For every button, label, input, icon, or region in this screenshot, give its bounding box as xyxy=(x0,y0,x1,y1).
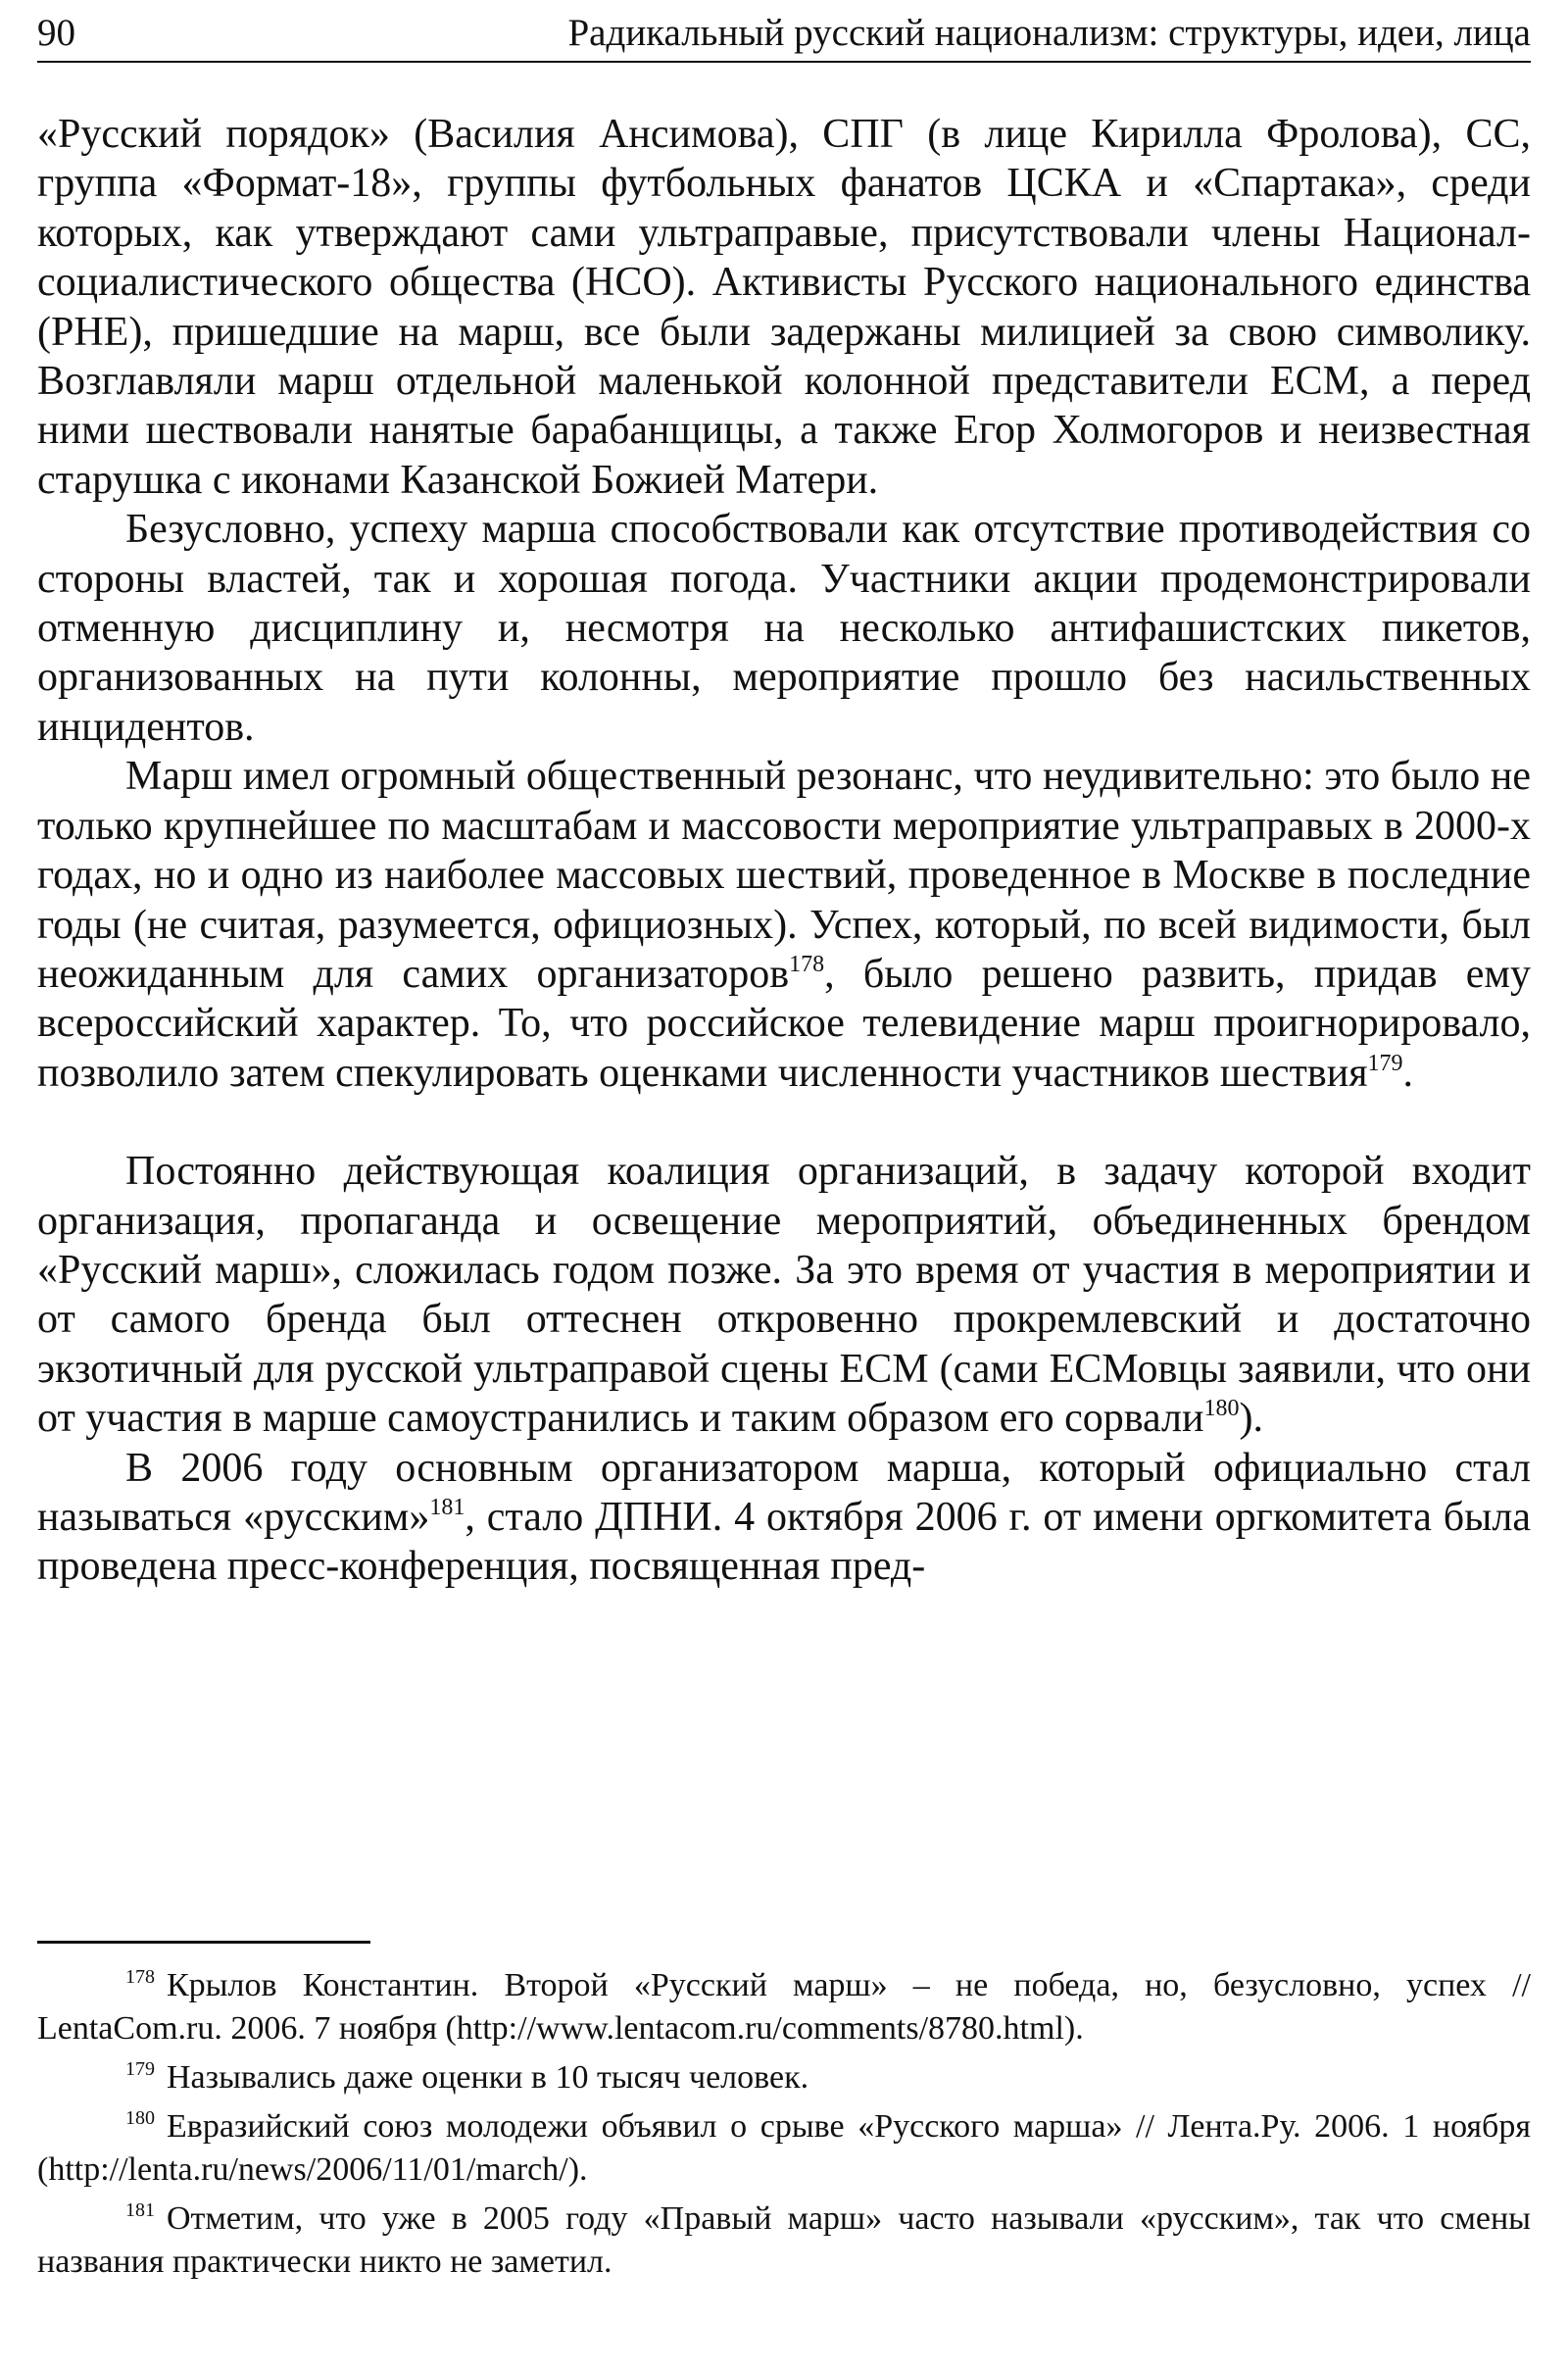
footnotes xyxy=(37,1964,1531,2290)
page-number: 90 xyxy=(37,12,75,54)
footnote-text: Крылов Константин. Второй «Русский марш» – не победа, но, безусловно, успех // LentaCom.ru. 2006. 7 ноября (http://www.lentacom.ru/comments/8780.html). xyxy=(37,1967,1531,2047)
paragraph-text: В 2006 году основным организатором марша, который официально стал называться «русским» xyxy=(37,1445,1531,1540)
body-text xyxy=(37,110,1531,1592)
paragraph-5 xyxy=(37,1444,1531,1592)
footnote-181 xyxy=(37,2197,1531,2284)
paragraph-text: ). xyxy=(1239,1396,1263,1442)
paragraph-text: Безусловно, успеху марша способствовали как отсутствие противодействия со стороны властей, так и хорошая погода. Участники акции продемонстрировали отменную дисциплину и, несмотря на несколько антифашистских пикетов, организованных на пути колонны, мероприятие прошло без насильственных инцидентов. xyxy=(37,507,1531,750)
book-page xyxy=(37,0,1531,2370)
footnote-ref-180[interactable]: 180 xyxy=(1203,1396,1240,1422)
footnote-text: Назывались даже оценки в 10 тысяч человек. xyxy=(167,2059,809,2096)
paragraph-text: «Русский порядок» (Василия Ансимова), СПГ (в лице Кирилла Фролова), СС, группа «Формат-18», группы футбольных фанатов ЦСКА и «Спартака», среди которых, как утверждают сами ультраправые, присутствовали члены Национал-социалистического общества (НСО). Активисты Русского национального единства (РНЕ), пришедшие на марш, все были задержаны милицией за свою символику. Возглавляли марш отдельной маленькой колонной представители ЕСМ, а перед ними шествовали нанятые барабанщицы, а также Егор Холмогоров и неизвестная старушка с иконами Казанской Божией Матери. xyxy=(37,112,1531,503)
footnote-number: 178 xyxy=(125,1966,155,1988)
paragraph-2 xyxy=(37,505,1531,752)
paragraph-text: , стало ДПНИ. 4 октября 2006 г. от имени оргкомитета была проведена пресс-конференция, посвященная пред- xyxy=(37,1494,1531,1590)
footnote-180 xyxy=(37,2105,1531,2192)
footnote-number: 180 xyxy=(125,2107,155,2129)
footnote-number: 179 xyxy=(125,2058,155,2080)
paragraph-3 xyxy=(37,752,1531,1098)
paragraph-text: . xyxy=(1402,1050,1414,1096)
paragraph-1 xyxy=(37,110,1531,505)
footnote-divider xyxy=(37,1941,370,1944)
running-title: Радикальный русский национализм: структуры, идеи, лица xyxy=(567,12,1531,54)
paragraph-text: Марш имел огромный общественный резонанс, что неудивительно: это было не только крупнейшее по масштабам и массовости мероприятие ультраправых в 2000-х годах, но и одно из наиболее массовых шествий, проведенное в Москве в последние годы (не считая, разумеется, официозных). Успех, который, по всей видимости, был неожиданным для самих организаторов xyxy=(37,754,1531,997)
footnote-ref-181[interactable]: 181 xyxy=(429,1494,466,1520)
paragraph-text: Постоянно действующая коалиция организаций, в задачу которой входит организация, пропаганда и освещение мероприятий, объединенных брендом «Русский марш», сложилась годом позже. За это время от участия в мероприятии и от самого бренда был оттеснен откровенно прокремлевский и достаточно экзотичный для русской ультраправой сцены ЕСМ (сами ЕСМовцы заявили, что они от участия в марше самоустранились и таким образом его сорвали xyxy=(37,1149,1531,1442)
footnote-text: Отметим, что уже в 2005 году «Правый марш» часто называли «русским», так что смены названия практически никто не заметил. xyxy=(37,2200,1531,2280)
footnote-ref-179[interactable]: 179 xyxy=(1367,1050,1403,1076)
footnote-178 xyxy=(37,1964,1531,2050)
footnote-ref-178[interactable]: 178 xyxy=(789,951,825,977)
paragraph-4 xyxy=(37,1147,1531,1443)
footnote-number: 181 xyxy=(125,2199,155,2221)
footnote-179 xyxy=(37,2056,1531,2099)
footnote-text: Евразийский союз молодежи объявил о срыве «Русского марша» // Лента.Ру. 2006. 1 ноября (http://lenta.ru/news/2006/11/01/march/). xyxy=(37,2108,1531,2188)
paragraph-text: , было решено развить, придав ему всероссийский характер. То, что российское телевидение марш проигнорировало, позволило затем спекулировать оценками численности участников шествия xyxy=(37,951,1531,1096)
running-head xyxy=(37,8,1531,63)
